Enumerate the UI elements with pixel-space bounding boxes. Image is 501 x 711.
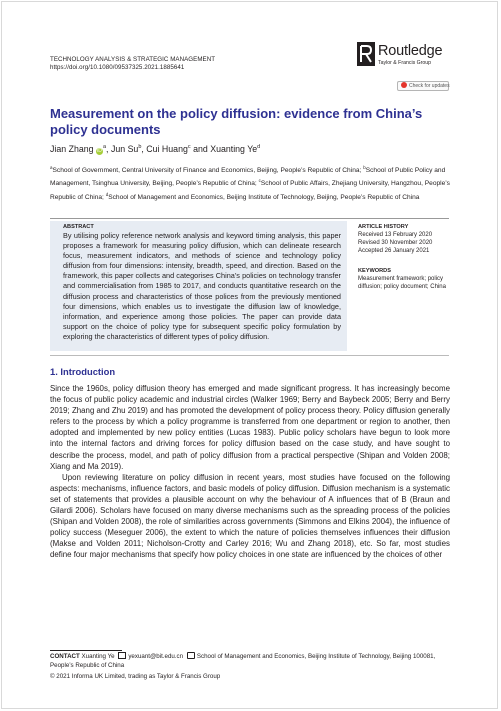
author-affil-sup: b [138,144,142,151]
author-name: Cui Huang [146,144,188,154]
contact-label: CONTACT [50,653,80,660]
address-icon [187,652,195,659]
affiliation: School of Management and Economics, Beijing Institute of Technology, Beijing, People’s Republic of China [108,194,420,202]
check-for-updates-button[interactable] [397,81,449,91]
affiliation: School of Public Affairs, Zhejiang University, Hangzhou, People’s Republic of China; [50,180,450,202]
keywords-text: Measurement framework; policy diffusion; policy document; China [358,276,446,291]
article-title: Measurement on the policy diffusion: evidence from China’s policy documents [50,106,423,137]
contact-email[interactable]: yexuant@bit.edu.cn [128,653,184,660]
author-list: Jian Zhang $iD^a$, Jun Su$^b$, Cui Huang$^c$ and Xuanting Ye$^d$ [50,144,261,154]
received-date: Received 13 February 2020 [358,232,433,238]
author-name: Xuanting Ye [210,144,258,154]
abstract-heading: ABSTRACT [63,224,94,230]
section-heading: 1. Introduction [50,366,116,377]
accepted-date: Accepted 26 January 2021 [358,248,430,255]
affil-sup: a [50,165,53,170]
author-affil-sup: c [187,144,191,151]
author-conjunction: and [193,144,208,154]
publisher-logo[interactable] [357,42,449,72]
contact-info [50,652,455,671]
affiliation: School of Public Policy and Management, Tsinghua University, Beijing, People’s Republic of China; [50,167,446,188]
publisher-tagline: Taylor & Francis Group [378,60,432,66]
check-updates-icon [401,82,407,88]
abstract-text: By utilising policy reference network analysis and keyword timing analysis, this paper proposes a framework for measuring policy diffusion, which can delineate research focus, measurement indicators, and methods of science and technology policy diffusion from four dimensions: intensity, breadth, speed, and direction. Based on the framework, this paper collects and categorises China’s policies on technology transfer and commercialisation from 1985 to 2017, and conducts quantitative research on the diffusion process and characteristics of those polices from the previously mentioned four dimensions, which enables us to investigate the diffusion law of knowledge, information, and experience among those policies. The paper can provide data support on the choice of policy type for subsequent specific policy formulation by exploring the characteristics of different types of policy diffusion. [63,231,341,341]
copyright-notice: © 2021 Informa UK Limited, trading as Taylor & Francis Group [50,673,221,680]
affil-sup: c [258,178,261,184]
journal-header [50,56,215,72]
affiliation: School of Government, Central University of Finance and Economics, Beijing, People’s Republic of China; [52,167,364,175]
paragraph: Upon reviewing literature on policy diffusion in recent years, most studies have focused on the following aspects: mechanisms, influence factors, and basic models of policy diffusion. Diffusion mechanism is a systematic set of statements that provides a plausible account on why the behaviour of A influences that of B (Braun and Gilardi 2006). Scholars have focused on many diverse mechanisms such as the spreading process of the policies (Shipan and Volden 2008), the role of similarities across governments (Simmons and Elkins 2004), the influence of policy success (Meseguer 2006), the extent to which the nature of policies themselves influences their diffusion (Makse and Volden 2011; Nicholson-Crotty and Carley 2016; Wu and Zhang 2018), etc. So far, most studies define four major mechanisms that specify how policy choices in one state are influenced by the choices of other [50,472,450,560]
footnote-divider [50,650,122,651]
publisher-name: Routledge [378,43,443,59]
body-text [50,383,450,561]
paragraph: Since the 1960s, policy diffusion theory has emerged and made significant progress. It has increasingly become the focus of public policy academic and industrial circles (Walker 1969; Berry and Baybeck 2005; Berry and Berry 2019; Zhang and Zhu 2019) and has promoted the development of policy process theory. Policy diffusion generally refers to the process by which a policy programme is transferred from one department or region to another, then adopted and implemented by new policy entities (Lucas 1983). Public policy scholars have begun to look more into the internal factors and driving forces for policy diffusion based on the case study, and have sought to describe the process, model, and path of policy diffusion from a practical perspective (Shipan and Volden 2008; Xiang and Ma 2019). [50,384,450,471]
orcid-icon[interactable]: iD [97,148,102,154]
divider [50,218,449,219]
article-history-heading: ARTICLE HISTORY [358,224,409,230]
author-affil-sup: d [257,144,261,151]
author-affil-sup: a [102,144,107,151]
affiliations [50,163,455,203]
keywords-heading: KEYWORDS [358,268,391,274]
contact-address: School of Management and Economics, Beijing Institute of Technology, Beijing 100081, People’s Republic of China [50,653,436,669]
revised-date: Revised 30 November 2020 [358,240,433,247]
author-name: Jun Su [110,144,139,154]
affil-sup: d [105,191,109,197]
author-name: Jian Zhang [50,144,94,154]
article-history [358,231,450,255]
contact-name: Xuanting Ye [81,653,115,660]
affil-sup: b [363,165,366,170]
journal-name: TECHNOLOGY ANALYSIS & STRATEGIC MANAGEMENT [50,56,216,63]
routledge-logo-icon [357,42,375,66]
check-updates-label: Check for updates [409,83,450,89]
divider [50,355,449,356]
email-icon [118,652,126,659]
doi-link[interactable]: https://doi.org/10.1080/09537325.2021.1885641 [50,64,185,71]
